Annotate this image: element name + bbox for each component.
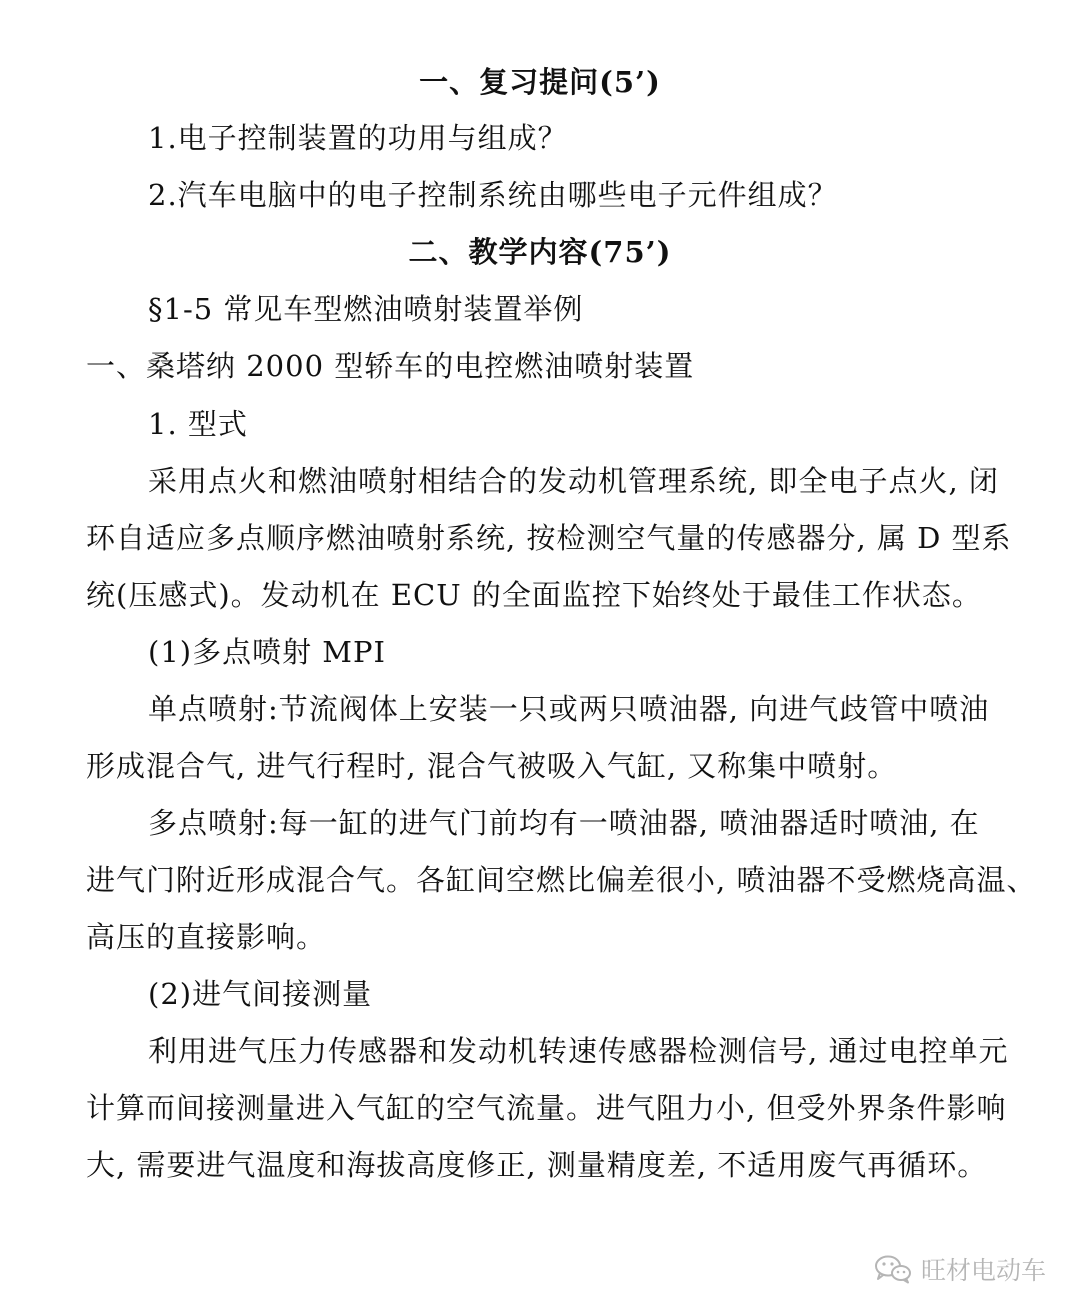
sub-heading: 一、桑塔纳 2000 型轿车的电控燃油喷射装置	[86, 349, 695, 383]
paragraph-1-line-2: 环自适应多点顺序燃油喷射系统, 按检测空气量的传感器分, 属 D 型系	[86, 521, 1012, 555]
paragraph-2-line-2: 形成混合气, 进气行程时, 混合气被吸入气缸, 又称集中喷射。	[86, 749, 898, 783]
paragraph-4-line-1: 利用进气压力传感器和发动机转速传感器检测信号, 通过电控单元	[148, 1034, 1009, 1068]
paragraph-3-line-3: 高压的直接影响。	[86, 920, 327, 954]
section-title: §1-5 常见车型燃油喷射装置举例	[148, 292, 584, 326]
paragraph-2-line-1: 单点喷射:节流阀体上安装一只或两只喷油器, 向进气歧管中喷油	[148, 692, 990, 726]
wechat-icon	[873, 1254, 913, 1284]
paragraph-3-line-1: 多点喷射:每一缸的进气门前均有一喷油器, 喷油器适时喷油, 在	[148, 806, 980, 840]
watermark-text: 旺材电动车	[920, 1256, 1046, 1285]
watermark	[873, 1249, 1046, 1289]
paragraph-1-line-3: 统(压感式)。发动机在 ECU 的全面监控下始终处于最佳工作状态。	[86, 578, 982, 612]
review-question-1: 1.电子控制装置的功用与组成？	[148, 121, 568, 155]
mpi-title: (1)多点喷射 MPI	[148, 635, 386, 669]
paragraph-3-line-2: 进气门附近形成混合气。各缸间空燃比偏差很小, 喷油器不受燃烧高温、	[86, 863, 1037, 897]
review-question-2: 2.汽车电脑中的电子控制系统由哪些电子元件组成？	[148, 178, 838, 212]
paragraph-1-line-1: 采用点火和燃油喷射相结合的发动机管理系统, 即全电子点火, 闭	[148, 464, 999, 498]
indirect-measure-title: (2)进气间接测量	[148, 977, 373, 1011]
paragraph-4-line-2: 计算而间接测量进入气缸的空气流量。进气阻力小, 但受外界条件影响	[86, 1091, 1007, 1125]
teaching-heading: 二、教学内容(75’)	[408, 235, 672, 269]
item-1-title: 1. 型式	[148, 407, 248, 441]
paragraph-4-line-3: 大, 需要进气温度和海拔高度修正, 测量精度差, 不适用废气再循环。	[86, 1148, 988, 1182]
review-heading: 一、复习提问(5’)	[419, 65, 661, 99]
